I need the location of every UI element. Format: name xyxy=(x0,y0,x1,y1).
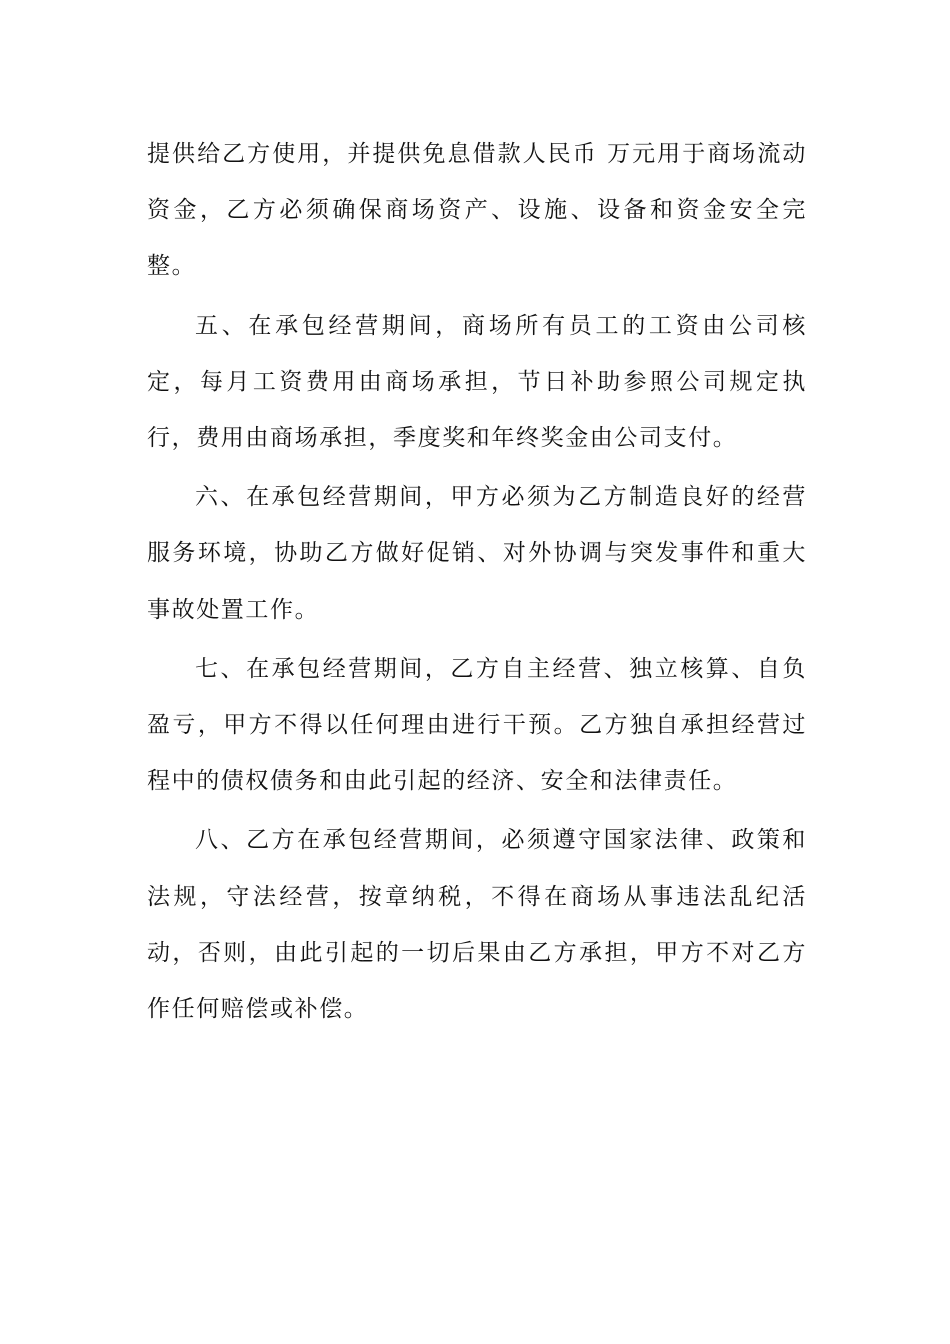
paragraph-continuation: 提供给乙方使用，并提供免息借款人民币 万元用于商场流动资金，乙方必须确保商场资产、设施、设备和资金安全完整。 xyxy=(147,141,807,280)
paragraph-clause-7: 七、在承包经营期间，乙方自主经营、独立核算、自负盈亏，甲方不得以任何理由进行干预。乙方独自承担经营过程中的债权债务和由此引起的经济、安全和法律责任。 xyxy=(147,655,807,795)
paragraph-clause-6: 六、在承包经营期间，甲方必须为乙方制造良好的经营服务环境，协助乙方做好促销、对外协调与突发事件和重大事故处置工作。 xyxy=(147,484,807,623)
paragraph-clause-8: 八、乙方在承包经营期间，必须遵守国家法律、政策和法规，守法经营，按章纳税，不得在商场从事违法乱纪活动，否则，由此引起的一切后果由乙方承担，甲方不对乙方作任何赔偿或补偿。 xyxy=(147,827,807,1023)
document-body xyxy=(147,126,807,1040)
paragraph-clause-5: 五、在承包经营期间，商场所有员工的工资由公司核定，每月工资费用由商场承担，节日补助参照公司规定执行，费用由商场承担，季度奖和年终奖金由公司支付。 xyxy=(147,312,807,452)
